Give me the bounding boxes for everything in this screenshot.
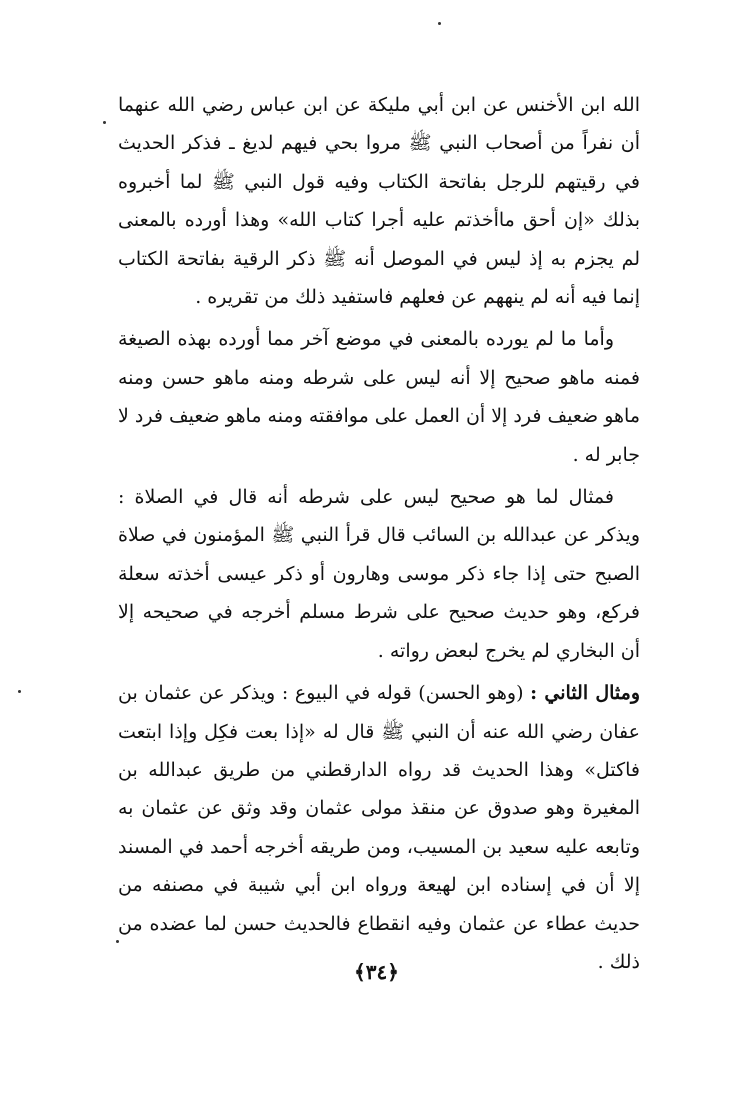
paragraph-text: فمثال لما هو صحيح ليس على شرطه أنه قال في الصلاة : ويذكر عن عبدالله بن السائب قال قرأ النبي ﷺ المؤمنون في صلاة الصبح حتى إذا جاء ذكر موسى وهارون أو ذكر عيسى أخذته سعلة فركع، وهو حديث صحيح على شرط مسلم أخرجه في صحيحه إلا أن البخاري لم يخرج لبعض رواته . [118, 486, 640, 662]
paragraph-text: وأما ما لم يورده بالمعنى في موضع آخر مما أورده بهذه الصيغة فمنه ماهو صحيح إلا أنه ليس على شرطه ومنه ماهو حسن ومنه ماهو ضعيف فرد إلا أن العمل على موافقته ومنه ماهو ضعيف فرد لا جابر له . [118, 328, 640, 466]
paragraph-3 [118, 478, 640, 670]
scan-speck [18, 690, 21, 693]
body-text [118, 86, 640, 981]
paragraph-text: الله ابن الأخنس عن ابن أبي مليكة عن ابن عباس رضي الله عنهما أن نفراً من أصحاب النبي ﷺ مروا بحي فيهم لديغ ـ فذكر الحديث في رقيتهم للرجل بفاتحة الكتاب وفيه قول النبي ﷺ لما أخبروه بذلك «إن أحق ماأخذتم عليه أجرا كتاب الله» وهذا أورده بالمعنى لم يجزم به إذ ليس في الموصل أنه ﷺ ذكر الرقية بفاتحة الكتاب إنما فيه أنه لم ينههم عن فعلهم فاستفيد ذلك من تقريره . [118, 94, 640, 309]
paragraph-text: (وهو الحسن) قوله في البيوع : ويذكر عن عثمان بن عفان رضي الله عنه أن النبي ﷺ قال له «إذا بعت فكِل وإذا ابتعت فاكتل» وهذا الحديث قد رواه الدارقطني من طريق عبدالله بن المغيرة وهو صدوق عن منقذ مولى عثمان وقد وثق عن عثمان به وتابعه عليه سعيد بن المسيب، ومن طريقه أخرجه أحمد في المسند إلا أن في إسناده ابن لهيعة ورواه ابن أبي شيبة في مصنفه من حديث عطاء عن عثمان وفيه انقطاع فالحديث حسن لما عضده من ذلك . [118, 682, 640, 973]
scan-speck [438, 22, 441, 25]
paragraph-lead: ومثال الثاني : [530, 682, 641, 705]
scan-speck [103, 121, 106, 124]
paragraph-1 [118, 86, 640, 316]
page-number: ﴿٣٤﴾ [354, 960, 399, 984]
paragraph-4 [118, 674, 640, 981]
paragraph-2 [118, 320, 640, 474]
